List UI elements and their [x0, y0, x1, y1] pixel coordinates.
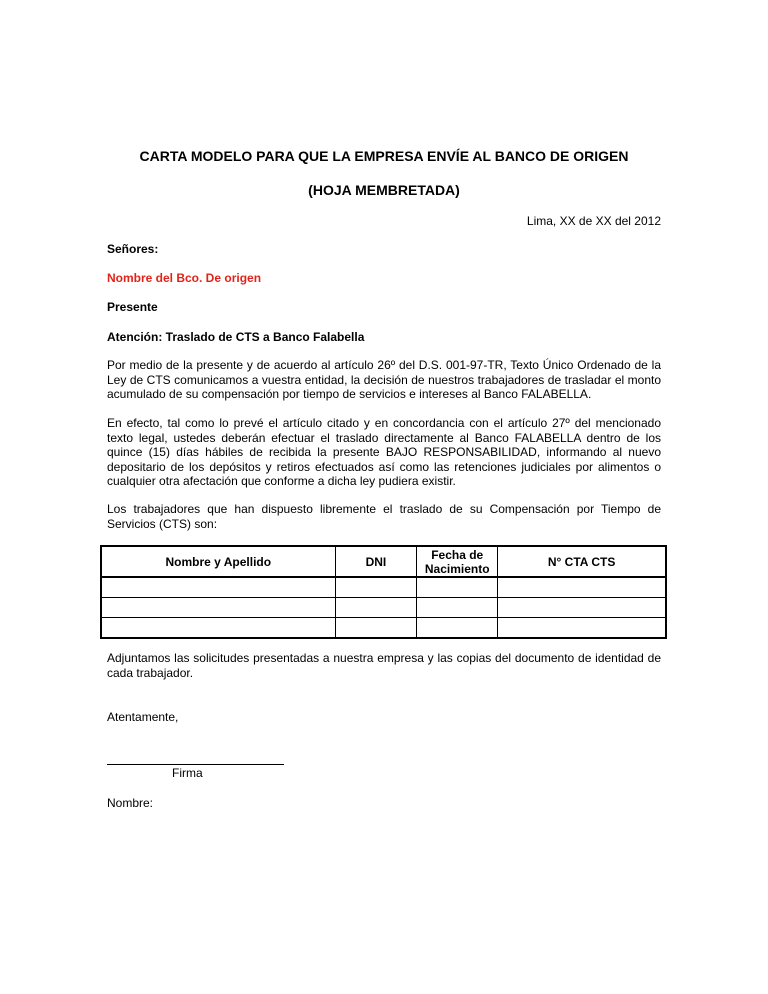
letter-date: Lima, XX de XX del 2012: [526, 214, 661, 228]
paragraph-3: Los trabajadores que han dispuesto libremente el traslado de su Compensación por Tiempo de Servicios (CTS) son:: [107, 502, 661, 531]
letter-subtitle: (HOJA MEMBRETADA): [308, 182, 460, 198]
cell[interactable]: [101, 577, 335, 598]
cell[interactable]: [417, 577, 498, 598]
salutation: Señores:: [107, 242, 159, 256]
paragraph-1: Por medio de la presente y de acuerdo al artículo 26º del D.S. 001-97-TR, Texto Único Ordenado de la Ley de CTS comunicamos a vuestra entidad, la decisión de nuestros trabajadores de trasladar el monto acumulado de su compensación por tiempo de servicios e intereses al Banco FALABELLA.: [107, 358, 661, 401]
cell[interactable]: [335, 598, 417, 618]
header-account: N° CTA CTS: [498, 546, 666, 577]
presente-line: Presente: [107, 300, 158, 314]
closing: Atentamente,: [107, 710, 179, 724]
workers-table: [100, 545, 667, 639]
signature-label: Firma: [172, 766, 203, 780]
cell[interactable]: [335, 618, 417, 639]
table-row: [101, 618, 666, 639]
header-dni: DNI: [335, 546, 417, 577]
bank-name: Nombre del Bco. De origen: [107, 271, 262, 285]
table-row: [101, 577, 666, 598]
cell[interactable]: [498, 598, 666, 618]
cell[interactable]: [498, 618, 666, 639]
cell[interactable]: [101, 598, 335, 618]
attention-line: Atención: Traslado de CTS a Banco Falabella: [107, 330, 365, 344]
name-label: Nombre:: [107, 796, 154, 810]
cell[interactable]: [335, 577, 417, 598]
cell[interactable]: [101, 618, 335, 639]
header-name: Nombre y Apellido: [101, 546, 335, 577]
header-birthdate: Fecha de Nacimiento: [417, 546, 498, 577]
letter-title: CARTA MODELO PARA QUE LA EMPRESA ENVÍE AL BANCO DE ORIGEN: [139, 148, 629, 164]
cell[interactable]: [498, 577, 666, 598]
cell[interactable]: [417, 618, 498, 639]
table-row: [101, 598, 666, 618]
paragraph-4: Adjuntamos las solicitudes presentadas a nuestra empresa y las copias del documento de identidad de cada trabajador.: [107, 651, 661, 680]
cell[interactable]: [417, 598, 498, 618]
paragraph-2: En efecto, tal como lo prevé el artículo citado y en concordancia con el artículo 27º del mencionado texto legal, ustedes deberán efectuar el traslado directamente al Banco FALABELLA dentro de los quince (15) días hábiles de recibida la presente BAJO RESPONSABILIDAD, informando al nuevo depositario de los depósitos y retiros efectuados así como las retenciones judiciales por alimentos o cualquier otra afectación que conforme a dicha ley pudiera existir.: [107, 416, 661, 488]
signature-line: [107, 764, 284, 765]
table-header-row: [101, 546, 666, 577]
